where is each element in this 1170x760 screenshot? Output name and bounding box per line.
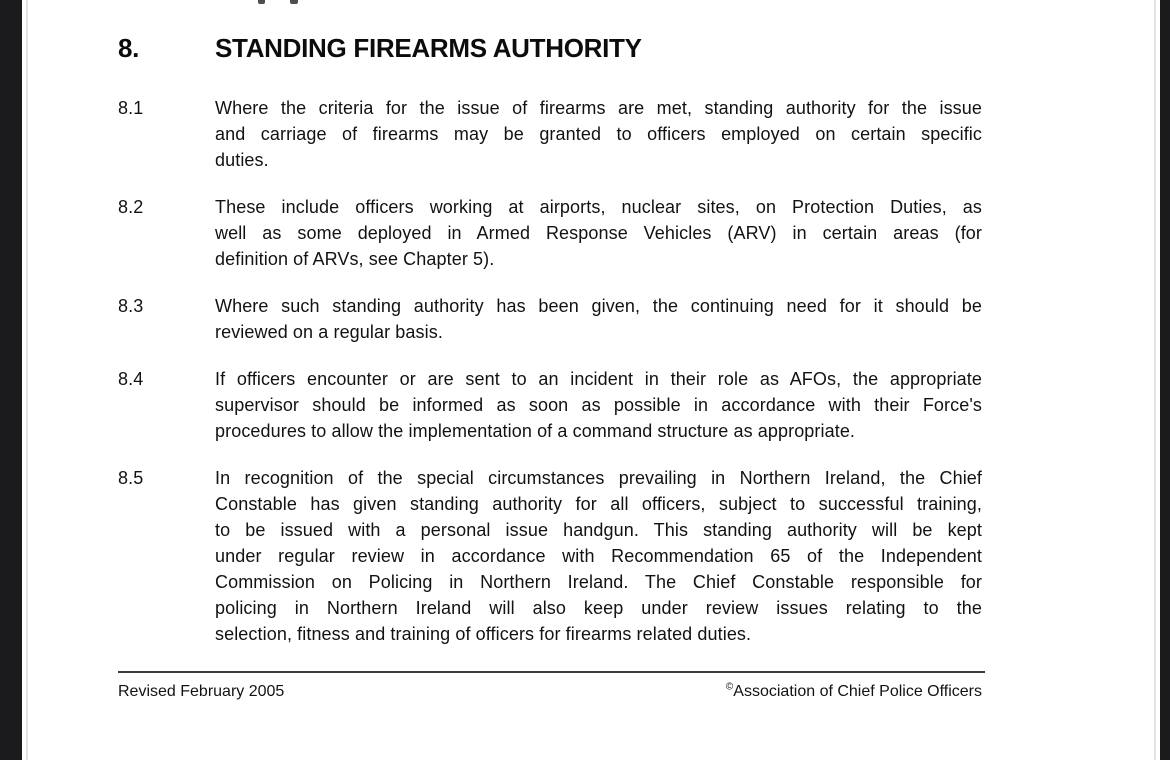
paragraph-line: selection, fitness and training of officers for firearms related duties. xyxy=(215,624,752,644)
paragraph-text xyxy=(215,95,982,173)
document-page xyxy=(22,0,1160,760)
paragraph-line: under regular review in accordance with Recommendation 65 of the Independent xyxy=(215,546,982,566)
section-heading xyxy=(118,34,982,62)
paragraph-number: 8.3 xyxy=(118,296,144,316)
numbered-paragraph xyxy=(118,366,982,444)
footer-revision-date: Revised February 2005 xyxy=(118,683,285,700)
page-left-edge xyxy=(26,0,28,760)
paragraph-line: procedures to allow the implementation of a command structure as appropriate. xyxy=(215,421,856,441)
paragraph-line: definition of ARVs, see Chapter 5). xyxy=(215,249,495,269)
footer-copyright xyxy=(726,683,982,701)
page-footer xyxy=(118,671,985,701)
paragraph-text xyxy=(215,465,982,647)
paragraph-number: 8.5 xyxy=(118,468,144,488)
paragraph-line: If officers encounter or are sent to an incident in their role as AFOs, the appropriate xyxy=(215,369,982,389)
paragraph-line: reviewed on a regular basis. xyxy=(215,322,443,342)
paragraph-line: Where such standing authority has been given, the continuing need for it should be xyxy=(215,296,982,316)
paragraph-line: Commission on Policing in Northern Ireland. The Chief Constable responsible for xyxy=(215,572,982,592)
numbered-paragraph xyxy=(118,194,982,272)
paragraph-number: 8.1 xyxy=(118,98,144,118)
numbered-paragraph xyxy=(118,293,982,345)
numbered-paragraph xyxy=(118,465,982,647)
paragraph-list xyxy=(118,95,982,647)
section-number: 8. xyxy=(118,33,140,63)
paragraph-line: duties. xyxy=(215,150,269,170)
numbered-paragraph xyxy=(118,95,982,173)
paragraph-line: These include officers working at airports, nuclear sites, on Protection Duties, as xyxy=(215,197,982,217)
section-title: STANDING FIREARMS AUTHORITY xyxy=(215,33,642,63)
paragraph-line: Constable has given standing authority for all officers, subject to successful training, xyxy=(215,494,982,514)
paragraph-line: In recognition of the special circumstances prevailing in Northern Ireland, the Chief xyxy=(215,468,982,488)
paragraph-line: to be issued with a personal issue handgun. This standing authority will be kept xyxy=(215,520,982,540)
paragraph-line: policing in Northern Ireland will also keep under review issues relating to the xyxy=(215,598,982,618)
document-content xyxy=(118,0,982,701)
paragraph-text xyxy=(215,293,982,345)
copyright-symbol: © xyxy=(725,681,734,693)
paragraph-line: and carriage of firearms may be granted to officers employed on certain specific xyxy=(215,124,982,144)
footer-organization: Association of Chief Police Officers xyxy=(733,683,982,700)
paragraph-number: 8.2 xyxy=(118,197,144,217)
paragraph-line: Where the criteria for the issue of firearms are met, standing authority for the issue xyxy=(215,98,982,118)
page-right-edge xyxy=(1154,0,1156,760)
paragraph-number: 8.4 xyxy=(118,369,144,389)
paragraph-text xyxy=(215,366,982,444)
paragraph-text xyxy=(215,194,982,272)
paragraph-line: supervisor should be informed as soon as possible in accordance with their Force's xyxy=(215,395,982,415)
paragraph-line: well as some deployed in Armed Response Vehicles (ARV) in certain areas (for xyxy=(215,223,982,243)
